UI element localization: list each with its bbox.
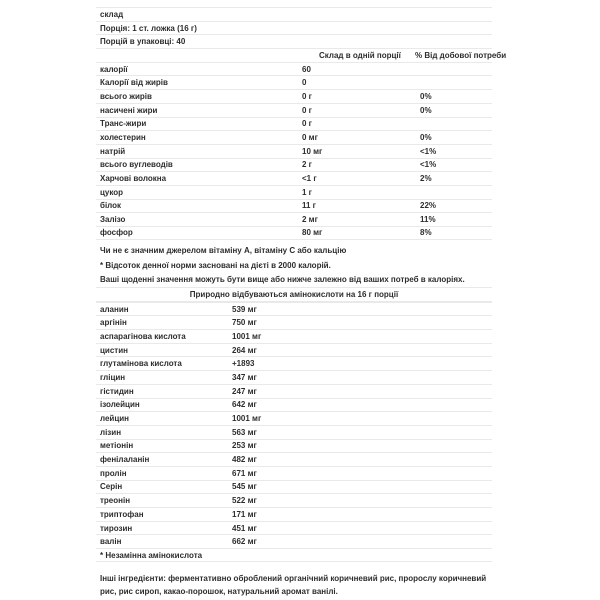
amino-label: глутамінова кислота	[100, 359, 182, 369]
table-row	[96, 226, 492, 240]
amino-label: фенілаланін	[100, 455, 150, 465]
amino-amount: 482 мг	[232, 455, 257, 465]
nutrient-dv: <1%	[420, 146, 437, 156]
nutrient-label: насичені жири	[100, 105, 158, 115]
nutrient-label: холестерин	[100, 133, 146, 143]
amino-label: гліцин	[100, 372, 126, 382]
amino-acids-table-header: Природно відбуваються амінокислоти на 16 г порції	[96, 287, 492, 302]
nutrient-amount: 1 г	[302, 187, 313, 197]
amino-label: аргінін	[100, 318, 127, 328]
nutrient-dv: 22%	[420, 201, 437, 211]
amino-label: пролін	[100, 468, 127, 478]
amino-row	[96, 315, 492, 329]
amino-row	[96, 493, 492, 507]
amino-row	[96, 534, 492, 548]
table-row	[96, 185, 492, 199]
servings-per-container-label: Порцій в упаковці: 40	[100, 37, 186, 47]
amino-label: лізин	[100, 427, 122, 437]
nutrient-dv: <1%	[420, 160, 437, 170]
amino-row	[96, 507, 492, 521]
amino-label: цистин	[100, 345, 128, 355]
amino-amount: 253 мг	[232, 441, 257, 451]
amino-label: тирозин	[100, 523, 133, 533]
nutrient-label: калорії	[100, 64, 128, 74]
nutrient-amount: 0	[302, 78, 307, 88]
serving-size-label: Порція: 1 ст. ложка (16 г)	[100, 23, 197, 33]
table-row	[96, 75, 492, 89]
amino-row	[96, 466, 492, 480]
footnote-values-vary: Ваші щоденні значення можуть бути вище або нижче залежно від ваших потреб в калоріях.	[100, 275, 465, 285]
other-ingredients-text: Інші інгредієнти: ферментативно оброблений органічний коричневий рис, пророслу коричневий рис, рис сироп, какао-порошок, натуральний аромат ванілі.	[100, 574, 487, 597]
table-row	[96, 130, 492, 144]
nutrient-amount: <1 г	[302, 174, 317, 184]
daily-value-column-header: % Від добової потреби	[415, 50, 507, 60]
amino-amount: 671 мг	[232, 468, 257, 478]
serving-size-row	[96, 21, 492, 35]
nutrient-label: Харчові волокна	[100, 174, 167, 184]
supplement-facts-panel	[96, 7, 507, 598]
nutrient-label: Залізо	[100, 215, 126, 225]
table-row	[96, 89, 492, 103]
table-row	[96, 171, 492, 185]
amino-label: лейцин	[100, 414, 130, 424]
amino-label: гістидин	[100, 386, 134, 396]
nutrient-amount: 80 мг	[302, 228, 323, 238]
amino-label: треонін	[100, 496, 131, 506]
nutrient-dv: 8%	[420, 228, 432, 238]
servings-per-container-row	[96, 34, 492, 48]
amino-amount: 171 мг	[232, 509, 257, 519]
amino-row	[96, 425, 492, 439]
nutrient-label: білок	[100, 201, 122, 211]
nutrient-label: всього вуглеводів	[100, 160, 173, 170]
amino-amount: 451 мг	[232, 523, 257, 533]
amino-amount: 563 мг	[232, 427, 257, 437]
nutrient-label: цукор	[100, 187, 124, 197]
amino-row	[96, 480, 492, 494]
amino-amount: +1893	[232, 359, 255, 369]
nutrient-label: фосфор	[100, 228, 133, 238]
nutrient-amount: 0 г	[302, 91, 313, 101]
amino-label: аспарагінова кислота	[100, 331, 186, 341]
amino-row	[96, 356, 492, 370]
composition-row	[96, 7, 492, 21]
amino-row	[96, 452, 492, 466]
nutrient-amount: 11 г	[302, 201, 317, 211]
amino-amount: 264 мг	[232, 345, 257, 355]
amino-amount: 1001 мг	[232, 331, 262, 341]
composition-label: склад	[100, 9, 124, 19]
table-row	[96, 199, 492, 213]
amino-amount: 545 мг	[232, 482, 257, 492]
amino-label: Серін	[100, 482, 123, 492]
amino-row	[96, 439, 492, 453]
footnote-daily-value-basis: * Відсоток денної норми засновані на дієті в 2000 калорій.	[100, 260, 331, 270]
nutrient-dv: 2%	[420, 174, 432, 184]
table-row	[96, 117, 492, 131]
table-row	[96, 144, 492, 158]
nutrient-amount: 2 мг	[302, 215, 318, 225]
nutrient-amount: 0 г	[302, 119, 313, 129]
table-row	[96, 62, 492, 76]
footnotes-block	[96, 240, 492, 288]
nutrient-amount: 10 мг	[302, 146, 323, 156]
table-row	[96, 103, 492, 117]
nutrient-dv: 0%	[420, 91, 432, 101]
nutrient-label: натрій	[100, 146, 126, 156]
amino-label: триптофан	[100, 509, 144, 519]
amino-amount: 539 мг	[232, 304, 257, 314]
amino-row	[96, 521, 492, 535]
amino-amount: 642 мг	[232, 400, 257, 410]
nutrient-label: Транс-жири	[100, 119, 147, 129]
nutrient-amount: 2 г	[302, 160, 313, 170]
amino-row	[96, 398, 492, 412]
amino-label: ізолейцин	[100, 400, 140, 410]
nutrient-dv: 11%	[420, 215, 436, 225]
amino-amount: 750 мг	[232, 318, 257, 328]
amino-amount: 247 мг	[232, 386, 257, 396]
nutrient-dv: 0%	[420, 133, 432, 143]
amino-row	[96, 343, 492, 357]
amino-row	[96, 370, 492, 384]
nutrient-label: всього жирів	[100, 91, 152, 101]
amino-label: аланин	[100, 304, 129, 314]
amino-row	[96, 384, 492, 398]
amino-amount: 347 мг	[232, 372, 257, 382]
amino-amount: 662 мг	[232, 537, 257, 547]
table-row	[96, 212, 492, 226]
amount-column-header: Склад в одній порції	[319, 50, 401, 60]
amino-amount: 1001 мг	[232, 414, 262, 424]
amino-label: метіонін	[100, 441, 134, 451]
amino-amount: 522 мг	[232, 496, 257, 506]
amino-label: валін	[100, 537, 122, 547]
amino-row	[96, 329, 492, 343]
amino-row	[96, 411, 492, 425]
nutrition-table-header-row	[96, 48, 507, 62]
table-row	[96, 158, 492, 172]
nutrient-dv: 0%	[420, 105, 432, 115]
nutrient-label: Калорії від жирів	[100, 78, 168, 88]
footnote-no-significant-source: Чи не є значним джерелом вітаміну А, вітаміну С або кальцію	[100, 246, 347, 256]
amino-row	[96, 302, 492, 316]
nutrient-amount: 60	[302, 64, 311, 74]
essential-amino-acid-footnote: * Незамінна амінокислота	[96, 548, 492, 562]
nutrient-amount: 0 г	[302, 105, 313, 115]
nutrient-amount: 0 мг	[302, 133, 318, 143]
